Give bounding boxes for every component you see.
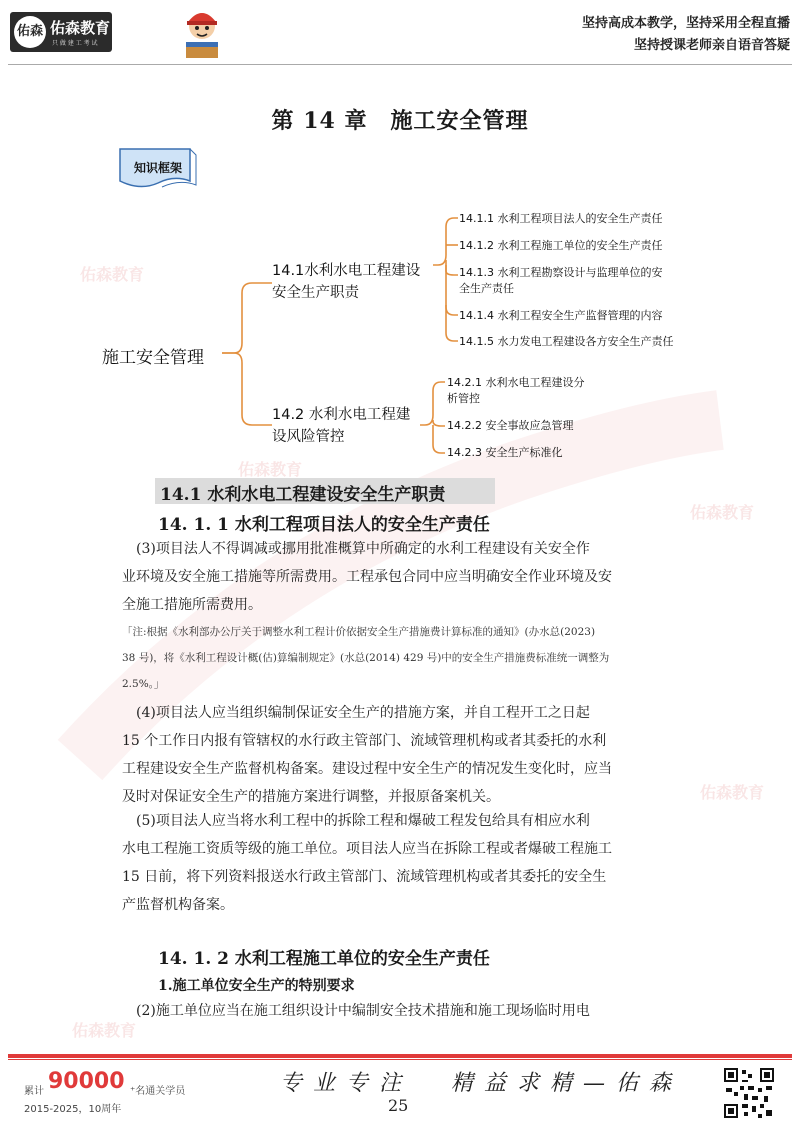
footer-divider (8, 1054, 792, 1058)
mind-map-root: 施工安全管理 (102, 348, 204, 368)
footer-divider-thin (8, 1059, 792, 1060)
mind-map-item: 14.2.3 安全生产标准化 (447, 446, 563, 459)
footer-years: 2015-2025，10周年 (24, 1104, 122, 1115)
root-to-branch-2 (222, 353, 272, 425)
branch-1-line-a (433, 218, 458, 265)
paragraph-2: (2)施工单位应当在施工组织设计中编制安全技术措施和施工现场临时用电 (122, 1003, 590, 1019)
watermark: 佑森教育 (72, 1021, 137, 1040)
subheading-special-requirements: 1.施工单位安全生产的特别要求 (158, 978, 355, 994)
mind-map-branch-2: 14.2 水利水电工程建 设风险管控 (272, 407, 411, 445)
watermark: 佑森教育 (80, 265, 145, 284)
qr-code-icon (722, 1066, 776, 1120)
mascot-icon (178, 4, 226, 62)
header-divider (8, 64, 792, 65)
mind-map-branch-1: 14.1水利水电工程建设 安全生产职责 (272, 263, 421, 301)
subsection-heading-14-1-1: 14. 1. 1 水利工程项目法人的安全生产责任 (158, 515, 490, 535)
paragraph-5: (5)项目法人应当将水利工程中的拆除工程和爆破工程发包给具有相应水利 水电工程施工资质等级的施工单位。项目法人应当在拆除工程或者爆破工程施工 15 日前，将下列资料报送水行政主管部门、流域管理机构或者其委托的安全生 产监督机构备案。 (122, 813, 612, 913)
watermark: 佑森教育 (690, 503, 755, 522)
paragraph-4: (4)项目法人应当组织编制保证安全生产的措施方案，并自工程开工之日起 15 个工作日内报有管辖权的水行政主管部门、流域管理机构或者其委托的水利 工程建设安全生产监督机构备案。建设过程中安全生产的情况发生变化时，应当 及时对保证安全生产的措施方案进行调整，并报原备案机关。 (122, 705, 612, 805)
mind-map-item: 14.1.5 水力发电工程建设各方安全生产责任 (459, 335, 674, 348)
note-block: 「注:根据《水利部办公厅关于调整水利工程计价依据安全生产措施费计算标准的通知》(办水总(2023) 38 号)，将《水利工程设计概(估)算编制规定》(水总(2014) 429 号)中的安全生产措施费标准统一调整为 2.5%。」 (122, 626, 610, 690)
branch-2-line-a (420, 382, 445, 425)
paragraph-3: (3)项目法人不得调减或挪用批准概算中所确定的水利工程建设有关安全作 业环境及安全施工措施等所需费用。工程承包合同中应当明确安全作业环境及安 全施工措施所需费用。 (122, 541, 612, 613)
mind-map-item: 14.1.3 水利工程勘察设计与监理单位的安 全生产责任 (459, 266, 663, 295)
mind-map-item: 14.1.1 水利工程项目法人的安全生产责任 (459, 212, 663, 225)
slogan-line-1: 坚持高成本教学，坚持采用全程直播 (581, 16, 790, 31)
subsection-heading-14-1-2: 14. 1. 2 水利工程施工单位的安全生产责任 (158, 949, 490, 969)
logo-tagline: 只 做 建 工 考 试 (52, 40, 98, 47)
mind-map-item: 14.2.2 安全事故应急管理 (447, 419, 574, 432)
footer-motto: 专 业 专 注 精 益 求 精 — 佑 森 (280, 1071, 673, 1096)
logo-seal-icon: 佑森 (14, 16, 46, 48)
framework-label: 知识框架 (133, 161, 182, 175)
page-number: 25 (388, 1096, 409, 1115)
mind-map-item: 14.2.1 水利水电工程建设分 析管控 (447, 376, 585, 405)
branch-1-line-c (446, 260, 458, 275)
branch-1-line-d (446, 265, 458, 315)
logo-name: 佑森教育 (50, 19, 111, 37)
branch-1-line-e (446, 305, 458, 341)
footer-count-suffix: ⁺名通关学员 (130, 1086, 186, 1097)
slogan-line-2: 坚持授课老师亲自语音答疑 (633, 38, 790, 53)
watermark: 佑森教育 (700, 783, 765, 802)
footer-student-count: 90000 (48, 1069, 125, 1094)
section-heading: 14.1 水利水电工程建设安全生产职责 (160, 485, 446, 505)
branch-2-line-c (433, 425, 445, 453)
chapter-title: 第 14 章 施工安全管理 (271, 108, 529, 134)
brand-logo (10, 12, 112, 52)
watermark: 佑森教育 (238, 460, 303, 479)
mind-map-item: 14.1.2 水利工程施工单位的安全生产责任 (459, 239, 663, 252)
mind-map-item: 14.1.4 水利工程安全生产监督管理的内容 (459, 309, 663, 322)
mind-map (100, 205, 720, 475)
page-header (0, 0, 800, 66)
branch-2-line-b (433, 420, 445, 426)
footer-count-label: 累计 (24, 1086, 44, 1097)
root-to-branch-1 (222, 283, 272, 353)
